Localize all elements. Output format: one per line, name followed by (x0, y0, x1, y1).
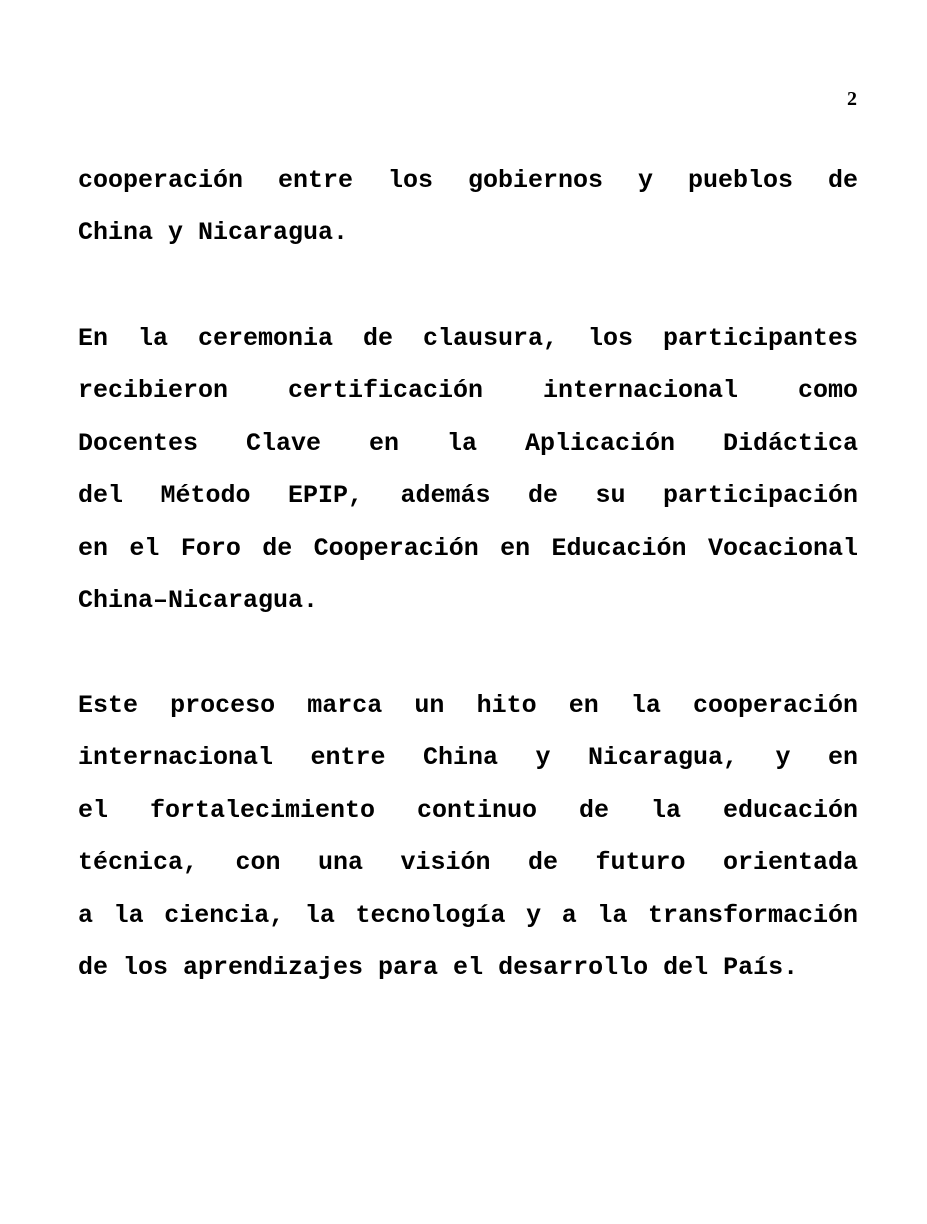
paragraph-closing-ceremony (78, 313, 858, 627)
text-line: recibieron certificación internacional como (78, 376, 858, 406)
page-number: 2 (847, 88, 857, 110)
text-line: técnica, con una visión de futuro orientada (78, 848, 858, 878)
text-line: En la ceremonia de clausura, los participantes (78, 324, 858, 353)
text-line: China–Nicaragua. (78, 585, 319, 615)
text-line: el fortalecimiento continuo de la educación (78, 795, 858, 825)
text-line: cooperación entre los gobiernos y pueblos de (78, 166, 858, 195)
text-line: Este proceso marca un hito en la cooperación (78, 691, 858, 720)
text-line: Docentes Clave en la Aplicación Didáctica (78, 428, 858, 458)
text-line: de los aprendizajes para el desarrollo del País. (78, 952, 799, 982)
paragraph-milestone (78, 680, 858, 994)
text-line: internacional entre China y Nicaragua, y en (78, 743, 858, 773)
paragraph-cooperation-closing (78, 155, 858, 260)
text-line: en el Foro de Cooperación en Educación Vocacional (78, 533, 858, 563)
text-line: del Método EPIP, además de su participación (78, 481, 858, 511)
text-line: a la ciencia, la tecnología y a la transformación (78, 900, 858, 930)
text-line: China y Nicaragua. (78, 218, 349, 248)
